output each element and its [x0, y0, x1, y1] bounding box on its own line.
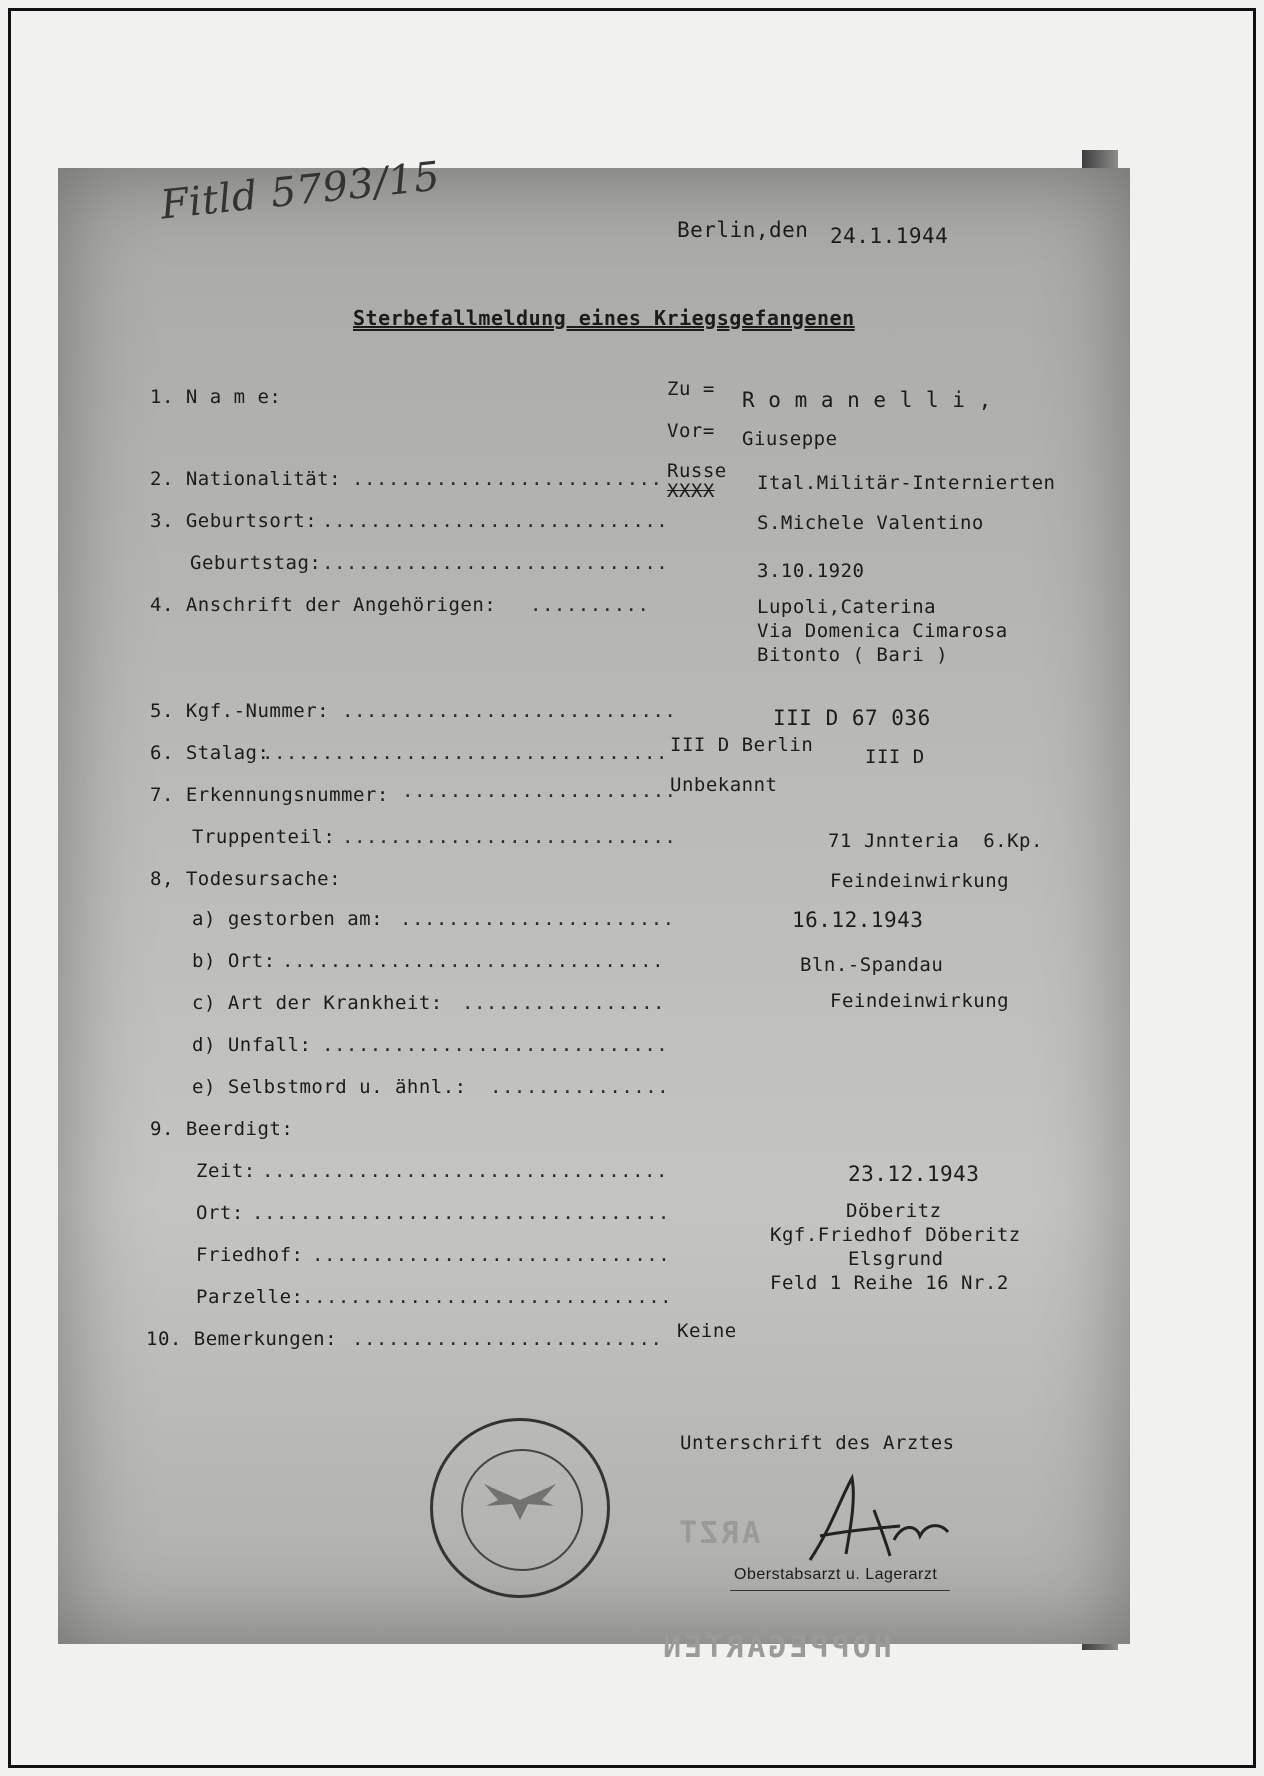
field-label-name: 1. N a m e:	[150, 386, 282, 408]
field-mid-remarks: Keine	[677, 1320, 737, 1342]
field-label-birthdate: Geburtstag:	[190, 552, 322, 574]
leader-dots: ...................................	[252, 1202, 670, 1224]
leader-dots: ..........	[530, 594, 650, 616]
field-label-unit: Truppenteil:	[192, 826, 336, 848]
field-label-burial-place: Ort:	[196, 1202, 244, 1224]
place-date-label: Berlin,den	[677, 218, 809, 242]
leader-dots: ..................................	[262, 1160, 668, 1182]
leader-dots: ..........................	[352, 1328, 663, 1350]
leader-dots: ............................	[342, 700, 677, 722]
field-label-nationality: 2. Nationalität:	[150, 468, 342, 490]
field-mid-nationality: Russe	[667, 460, 727, 482]
field-value-birthdate: 3.10.1920	[757, 560, 865, 582]
document-title: Sterbefallmeldung eines Kriegsgefangenen	[353, 306, 855, 330]
field-value-nationality: Ital.Militär-Internierten	[757, 472, 1056, 494]
field-label-accident: d) Unfall:	[192, 1034, 312, 1056]
field-mid-name-vor: Vor=	[667, 420, 715, 442]
field-value-cemetery: Kgf.Friedhof Döberitz	[770, 1224, 1021, 1246]
field-label-plot: Parzelle:	[196, 1286, 304, 1308]
field-label-stalag: 6. Stalag:	[150, 742, 270, 764]
signature-line	[730, 1590, 950, 1591]
leader-dots: ................................	[282, 950, 665, 972]
field-label-date-of-death: a) gestorben am:	[192, 908, 384, 930]
field-label-place-of-death: b) Ort:	[192, 950, 276, 972]
field-value-surname: R o m a n e l l i ,	[742, 388, 992, 412]
field-value-stalag: III D	[865, 746, 925, 768]
leader-dots: ...............	[490, 1076, 670, 1098]
bottom-mirrored-stamp: HOPPEGARTEN	[660, 1630, 892, 1665]
field-value-pow-number: III D 67 036	[773, 706, 931, 730]
leader-dots: .......................	[402, 780, 677, 802]
field-label-id-number: 7. Erkennungsnummer:	[150, 784, 389, 806]
field-label-illness-type: c) Art der Krankheit:	[192, 992, 443, 1014]
field-value-relative-name: Lupoli,Caterina	[757, 596, 937, 618]
field-mid-stalag: III D Berlin	[670, 734, 814, 756]
leader-dots: ..................................	[262, 742, 668, 764]
leader-dots: .................	[462, 992, 665, 1014]
field-value-birthplace: S.Michele Valentino	[757, 512, 984, 534]
leader-dots: ..........................	[352, 468, 663, 490]
field-value-firstname: Giuseppe	[742, 428, 838, 450]
field-value-burial-place: Döberitz	[846, 1200, 942, 1222]
leader-dots: .............................	[322, 552, 669, 574]
field-value-cause-of-death: Feindeinwirkung	[830, 870, 1010, 892]
signature-role: Oberstabsarzt u. Lagerarzt	[734, 1566, 938, 1583]
field-value-cemetery-section: Elsgrund	[848, 1248, 944, 1270]
doctor-signature	[790, 1470, 970, 1580]
leader-dots: .............................	[322, 510, 669, 532]
field-mid-nationality-struck: XXXX	[667, 480, 715, 502]
eagle-emblem-icon	[478, 1470, 562, 1530]
field-mid-id-number: Unbekannt	[670, 774, 778, 796]
field-value-place-of-death: Bln.-Spandau	[800, 954, 944, 976]
field-value-burial-time: 23.12.1943	[848, 1162, 980, 1186]
field-mid-name-zu: Zu =	[667, 378, 715, 400]
handwritten-reference: Fitld 5793/15	[158, 153, 443, 229]
field-value-relative-street: Via Domenica Cimarosa	[757, 620, 1008, 642]
field-label-suicide: e) Selbstmord u. ähnl.:	[192, 1076, 467, 1098]
field-label-pow-number: 5. Kgf.-Nummer:	[150, 700, 330, 722]
field-label-burial-time: Zeit:	[196, 1160, 256, 1182]
signature-caption: Unterschrift des Arztes	[680, 1432, 955, 1454]
field-label-cause-of-death: 8, Todesursache:	[150, 868, 342, 890]
bleed-through-stamp-text: ARZT	[676, 1516, 761, 1551]
leader-dots: ...............................	[302, 1286, 673, 1308]
field-value-plot: Feld 1 Reihe 16 Nr.2	[770, 1272, 1009, 1294]
document-date: 24.1.1944	[830, 224, 949, 248]
field-label-buried: 9. Beerdigt:	[150, 1118, 294, 1140]
field-label-birthplace: 3. Geburtsort:	[150, 510, 318, 532]
field-value-relative-city: Bitonto ( Bari )	[757, 644, 949, 666]
field-value-unit: 71 Jnnteria 6.Kp.	[828, 830, 1043, 852]
leader-dots: ..............................	[312, 1244, 671, 1266]
field-label-remarks: 10. Bemerkungen:	[146, 1328, 338, 1350]
leader-dots: ............................	[342, 826, 677, 848]
leader-dots: .......................	[400, 908, 675, 930]
field-value-date-of-death: 16.12.1943	[792, 908, 924, 932]
leader-dots: .............................	[322, 1034, 669, 1056]
field-label-cemetery: Friedhof:	[196, 1244, 304, 1266]
field-label-relatives-address: 4. Anschrift der Angehörigen:	[150, 594, 497, 616]
field-value-illness-type: Feindeinwirkung	[830, 990, 1010, 1012]
